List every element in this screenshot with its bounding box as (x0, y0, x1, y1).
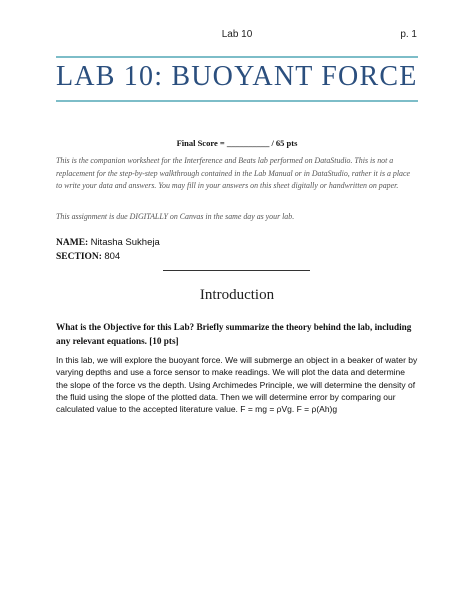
objective-question: What is the Objective for this Lab? Briefly summarize the theory behind the lab, including any relevant equations. [10 pts] (56, 322, 412, 346)
name-field (56, 237, 160, 248)
section-label: SECTION: (56, 252, 102, 262)
page-title: LAB 10: BUOYANT FORCE (56, 61, 418, 92)
final-score-line: Final Score = __________ / 65 pts (176, 138, 298, 148)
header-lab-label: Lab 10 (221, 29, 253, 40)
divider-line (163, 270, 310, 271)
title-rule-top (56, 56, 418, 58)
due-date-note: This assignment is due DIGITALLY on Canvas in the same day as your lab. (56, 212, 295, 221)
name-label: NAME: (56, 238, 89, 248)
header-page-number: p. 1 (400, 29, 417, 40)
title-rule-bottom (56, 100, 418, 102)
name-value: Nitasha Sukheja (90, 237, 160, 248)
section-heading: Introduction (199, 287, 275, 303)
section-field (56, 251, 120, 262)
section-value: 804 (104, 251, 121, 262)
objective-answer: In this lab, we will explore the buoyant force. We will submerge an object in a beaker of water by varying depths and use a force sensor to make readings. We will plot the data and determine the slope of the force vs the depth. Using Archimedes Principle, we will determine the density of the fluid using the slope of the plotted data. Then we will determine error by comparing our calculated value to the accepted literature value. F = mg = ρVg. F = ρ(Ah)g (56, 355, 418, 415)
instructions-paragraph: This is the companion worksheet for the Interference and Beats lab performed on DataStudio. This is not a replacement for the step-by-step walkthrough contained in the Lab Manual or in DataStudio, rather it is a place to write your data and answers. You may fill in your answers on this sheet digitally or handwritten on paper. (56, 156, 411, 190)
